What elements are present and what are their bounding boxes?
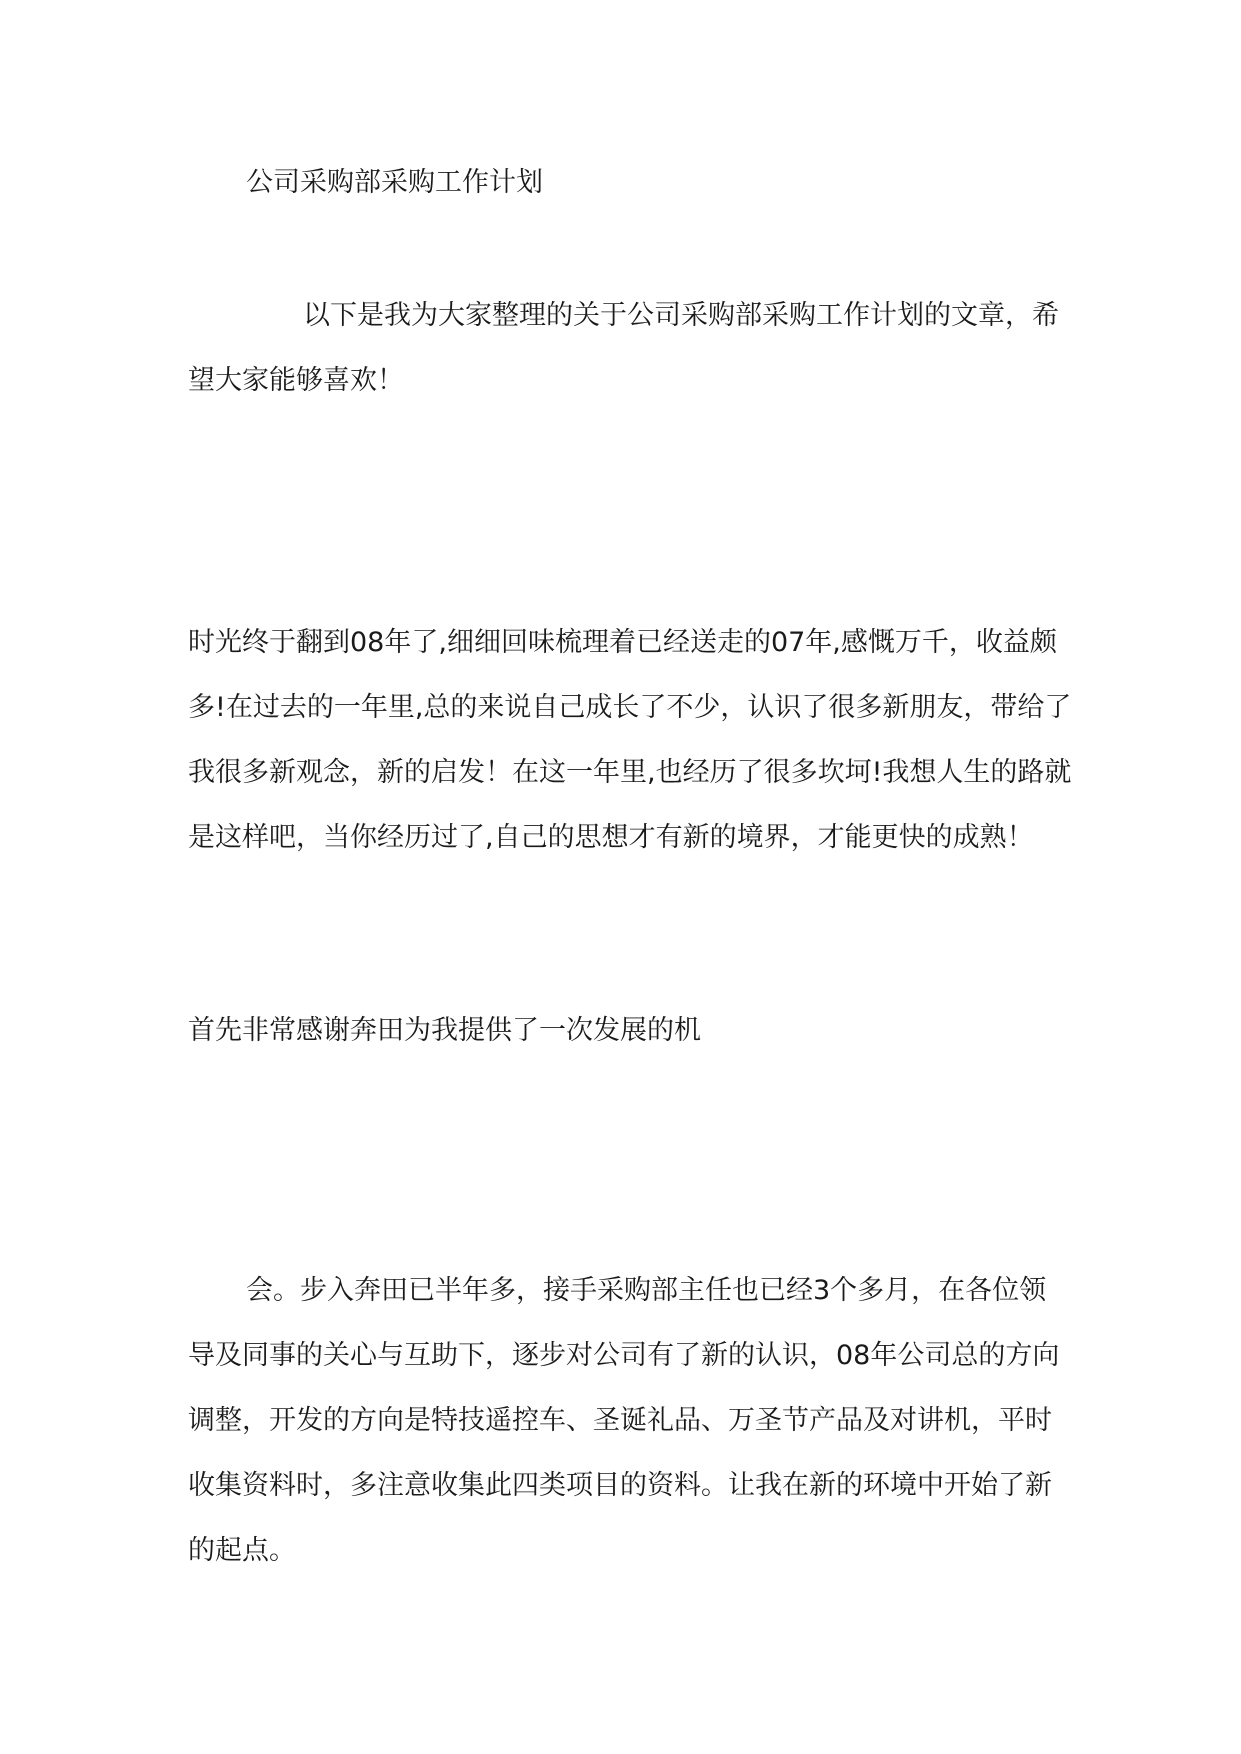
document-title: 公司采购部采购工作计划 — [246, 167, 543, 198]
body-paragraph-reflection: 时光终于翻到08年了,细细回味梳理着已经送走的07年,感慨万千，收益颇多!在过去的一年里,总的来说自己成长了不少，认识了很多新朋友，带给了我很多新观念，新的启发！在这一年里,也经历了很多坎坷!我想人生的路就是这样吧，当你经历过了,自己的思想才有新的境界，才能更快的成熟！ — [188, 627, 1072, 853]
body-paragraph-thanks: 首先非常感谢奔田为我提供了一次发展的机 — [188, 1015, 701, 1046]
intro-paragraph: 以下是我为大家整理的关于公司采购部采购工作计划的文章，希望大家能够喜欢！ — [188, 300, 1059, 396]
body-paragraph-work: 会。步入奔田已半年多，接手采购部主任也已经3个多月，在各位领导及同事的关心与互助下，逐步对公司有了新的认识，08年公司总的方向调整，开发的方向是特技遥控车、圣诞礼品、万圣节产品及对讲机，平时收集资料时，多注意收集此四类项目的资料。让我在新的环境中开始了新的起点。 — [188, 1275, 1060, 1566]
